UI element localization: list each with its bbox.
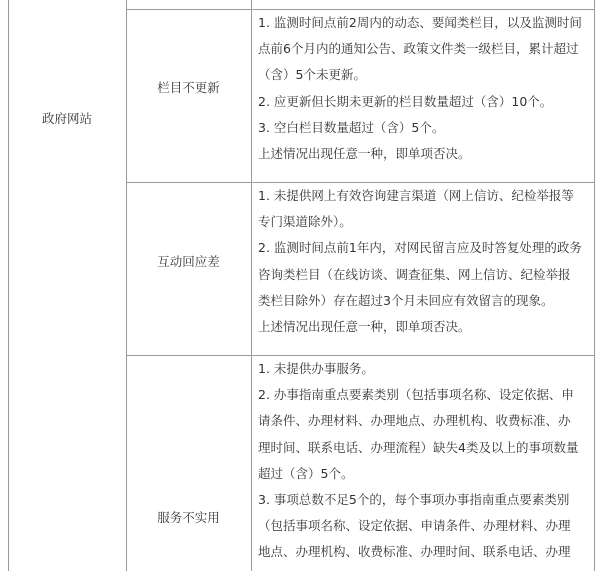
requirement-cell [258, 183, 594, 340]
requirement-cell [258, 10, 594, 167]
requirement-line: 超过（含）5个。 [258, 465, 354, 481]
requirement-line: 上述情况出现任意一种，即单项否决。 [258, 319, 471, 335]
requirement-line: 1. 未提供办事服务。 [258, 361, 374, 376]
requirement-line: 点前6个月内的通知公告、政策文件类一级栏目，累计超过 [258, 41, 579, 57]
requirement-line: 2. 应更新但长期未更新的栏目数量超过（含）10个。 [258, 93, 553, 109]
requirement-line: 上述情况出现任意一种，即单项否决。 [258, 146, 471, 162]
requirement-line: 3. 空白栏目数量超过（含）5个。 [258, 119, 445, 135]
requirement-line: 1. 未提供网上有效咨询建言渠道（网上信访、纪检举报等 [258, 188, 574, 203]
table-border-right [594, 0, 595, 571]
requirement-line: 2. 监测时间点前1年内，对网民留言应及时答复处理的政务 [258, 240, 582, 256]
requirement-line: （包括事项名称、设定依据、申请条件、办理材料、办理 [258, 518, 571, 534]
requirement-line: 请条件、办理材料、办理地点、办理机构、收费标准、办 [258, 413, 571, 429]
requirement-line: 专门渠道除外）。 [258, 214, 352, 230]
item-label-services-not-practical: 服务不实用 [157, 510, 220, 525]
requirement-line: 理时间、联系电话、办理流程）缺失4类及以上的事项数量 [258, 439, 579, 455]
item-label-poor-interaction: 互动回应差 [157, 254, 220, 269]
requirement-line: （含）5个未更新。 [258, 67, 366, 83]
requirement-line: 1. 监测时间点前2周内的动态、要闻类栏目，以及监测时间 [258, 15, 582, 30]
category-label: 政府网站 [41, 111, 92, 126]
column-divider-2 [251, 0, 252, 571]
requirement-line: 类栏目除外）存在超过3个月未回应有效留言的现象。 [258, 292, 554, 308]
requirement-cell [258, 356, 594, 566]
item-label-column-not-updated: 栏目不更新 [157, 80, 220, 95]
requirement-line: 地点、办理机构、收费标准、办理时间、联系电话、办理 [258, 544, 571, 560]
requirement-line: 2. 办事指南重点要素类别（包括事项名称、设定依据、申 [258, 387, 574, 403]
requirement-line: 3. 事项总数不足5个的，每个事项办事指南重点要素类别 [258, 492, 570, 508]
requirement-line: 咨询类栏目（在线访谈、调查征集、网上信访、纪检举报 [258, 266, 571, 282]
table-border-left [8, 0, 9, 571]
